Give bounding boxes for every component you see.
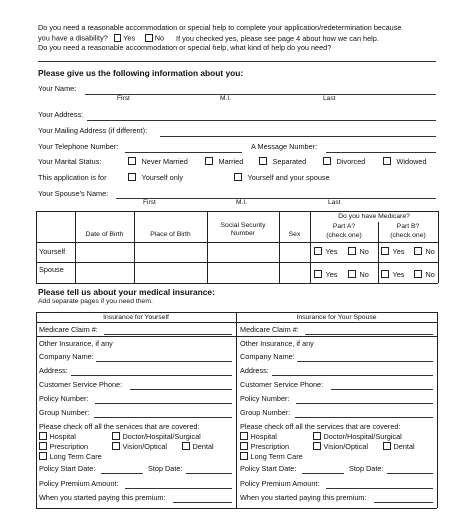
self-policy-start-field[interactable] [101,473,143,474]
self-dental-label: Dental [192,441,214,451]
divorced-label: Divorced [336,156,366,166]
yourself-part-a-no[interactable] [348,247,369,255]
self-stop-date-label: Stop Date: [148,464,183,473]
disability-question-label: you have a disability? [38,33,108,43]
spouse-service-doctor[interactable] [313,432,402,440]
spouse-policy-number-label: Policy Number: [240,394,290,403]
self-vision-checkbox[interactable] [112,442,120,450]
spouse-long-term-care-label: Long Term Care [250,451,303,461]
part-a-check-one: (check one) [326,232,362,239]
yourself-part-b-yes-label: Yes [392,246,405,256]
spouse-part-a-yes[interactable] [314,270,337,278]
marital-separated[interactable] [259,157,306,165]
self-service-hospital[interactable] [39,432,76,440]
your-name-field[interactable] [85,94,436,95]
spouse-part-b-yes-label: Yes [392,269,405,279]
last-name-caption: Last [323,95,336,102]
self-started-paying-label: When you started paying this premium: [39,493,166,502]
spouse-service-vision[interactable] [313,442,368,450]
spouse-stop-date-label: Stop Date: [349,464,384,473]
spouse-group-number-field[interactable] [295,417,433,418]
self-check-services-label: Please check off all the services that are covered: [39,422,200,431]
medicare-header: Do you have Medicare? [338,213,410,220]
self-prescription-checkbox[interactable] [39,442,47,450]
self-premium-amount-label: Policy Premium Amount: [39,479,119,488]
spouse-doctor-checkbox[interactable] [313,432,321,440]
self-customer-service-field[interactable] [130,389,232,390]
separated-label: Separated [272,156,307,166]
yourself-part-b-yes-checkbox[interactable] [381,247,389,255]
spouse-prescription-label: Prescription [250,441,290,451]
spouse-first-caption: First [143,199,156,206]
spouse-part-a-no[interactable] [348,270,369,278]
spouse-long-term-care-checkbox[interactable] [240,452,248,460]
self-company-name-label: Company Name: [39,352,94,361]
self-policy-number-label: Policy Number: [39,394,89,403]
help-question: Do you need a reasonable accommodation or special help, what kind of help do you need? [38,43,332,52]
self-group-number-label: Group Number: [39,408,90,417]
middle-initial-caption: M.I. [220,95,231,102]
yourself-part-a-no-label: No [359,246,369,256]
help-answer-line[interactable] [38,61,436,62]
self-medicare-claim-field[interactable] [104,334,232,335]
spouse-mi-caption: M.I. [236,199,247,206]
section-about-you-title: Please give us the following information about you: [38,68,244,78]
yourself-part-a-yes[interactable] [314,247,337,255]
spouse-prescription-checkbox[interactable] [240,442,248,450]
marital-never-married[interactable] [128,157,188,165]
spouse-premium-amount-field[interactable] [326,488,433,489]
application-yourself-only[interactable] [128,173,183,181]
your-address-label: Your Address: [38,110,84,119]
spouse-service-long-term-care[interactable] [240,452,303,460]
self-premium-amount-field[interactable] [125,488,232,489]
sex-header: Sex [288,231,301,238]
widowed-label: Widowed [396,156,427,166]
self-customer-service-label: Customer Service Phone: [39,380,123,389]
spouse-last-caption: Last [328,199,341,206]
self-service-vision[interactable] [112,442,167,450]
yourself-part-b-yes[interactable] [381,247,404,255]
self-address-field[interactable] [71,375,232,376]
spouse-medicare-claim-label: Medicare Claim #: [240,325,299,334]
spouse-stop-date-field[interactable] [387,473,433,474]
self-other-insurance-label: Other Insurance, if any [39,339,113,348]
spouse-name-label: Your Spouse’s Name: [38,189,109,198]
spouse-part-a-no-checkbox[interactable] [348,270,356,278]
spouse-part-a-no-label: No [359,269,369,279]
self-address-label: Address: [39,366,68,375]
part-b-header: Part B? [396,223,420,230]
spouse-part-b-no-label: No [425,269,435,279]
marital-divorced[interactable] [323,157,365,165]
spouse-name-field[interactable] [116,198,436,199]
marital-status-label: Your Marital Status: [38,157,102,166]
yourself-part-b-no[interactable] [414,247,435,255]
self-doctor-checkbox[interactable] [112,432,120,440]
insurance-spouse-header: Insurance for Your Spouse [296,314,377,321]
spouse-policy-number-field[interactable] [296,403,433,404]
divorced-checkbox[interactable] [323,157,331,165]
message-number-label: A Message Number: [251,142,318,151]
your-name-label: Your Name: [38,84,77,93]
self-policy-number-field[interactable] [95,403,232,404]
spouse-hospital-label: Hospital [250,431,277,441]
spouse-policy-start-field[interactable] [302,473,344,474]
never-married-label: Never Married [141,156,188,166]
self-hospital-checkbox[interactable] [39,432,47,440]
self-service-dental[interactable] [182,442,214,450]
spouse-company-name-label: Company Name: [240,352,295,361]
separated-checkbox[interactable] [259,157,267,165]
self-service-prescription[interactable] [39,442,88,450]
spouse-part-b-no-checkbox[interactable] [414,270,422,278]
self-dental-checkbox[interactable] [182,442,190,450]
spouse-customer-service-label: Customer Service Phone: [240,380,324,389]
spouse-dental-checkbox[interactable] [383,442,391,450]
dob-header: Date of Birth [85,231,124,238]
self-company-name-field[interactable] [96,361,232,362]
yourself-part-b-no-label: No [425,246,435,256]
spouse-address-field[interactable] [272,375,433,376]
self-started-paying-field[interactable] [173,502,232,503]
self-policy-start-label: Policy Start Date: [39,464,96,473]
ssn-header: Social Security Number [220,222,266,237]
spouse-other-insurance-label: Other Insurance, if any [240,339,314,348]
spouse-group-number-label: Group Number: [240,408,291,417]
spouse-part-a-yes-label: Yes [325,269,338,279]
spouse-started-paying-field[interactable] [374,502,433,503]
disability-no-label: No [154,33,165,43]
self-long-term-care-checkbox[interactable] [39,452,47,460]
yourself-part-b-no-checkbox[interactable] [414,247,422,255]
self-prescription-label: Prescription [49,441,89,451]
row-yourself-label: Yourself [39,247,66,256]
application-for-label: This application is for [38,173,107,182]
self-medicare-claim-label: Medicare Claim #: [39,325,98,334]
spouse-part-a-yes-checkbox[interactable] [314,270,322,278]
spouse-hospital-checkbox[interactable] [240,432,248,440]
spouse-service-hospital[interactable] [240,432,277,440]
spouse-vision-label: Vision/Optical [323,441,369,451]
spouse-company-name-field[interactable] [297,361,433,362]
insurance-yourself-header: Insurance for Yourself [103,314,169,321]
mailing-address-field[interactable] [160,136,436,137]
yourself-part-a-no-checkbox[interactable] [348,247,356,255]
self-stop-date-field[interactable] [186,473,232,474]
spouse-vision-checkbox[interactable] [313,442,321,450]
self-doctor-label: Doctor/Hospital/Surgical [122,431,201,441]
spouse-service-dental[interactable] [383,442,415,450]
part-a-header: Part A? [332,223,356,230]
yourself-only-checkbox[interactable] [128,173,136,181]
spouse-customer-service-field[interactable] [331,389,433,390]
spouse-doctor-label: Doctor/Hospital/Surgical [323,431,402,441]
yourself-and-spouse-label: Yourself and your spouse [247,172,330,182]
yourself-only-label: Yourself only [141,172,184,182]
message-number-field[interactable] [326,152,436,153]
mailing-address-label: Your Mailing Address (if different): [38,126,148,135]
self-service-doctor[interactable] [112,432,201,440]
first-name-caption: First [117,95,130,102]
married-checkbox[interactable] [205,157,213,165]
yourself-and-spouse-checkbox[interactable] [234,173,242,181]
never-married-checkbox[interactable] [128,157,136,165]
spouse-started-paying-label: When you started paying this premium: [240,493,367,502]
spouse-service-prescription[interactable] [240,442,289,450]
spouse-policy-start-label: Policy Start Date: [240,464,297,473]
yourself-part-a-yes-label: Yes [325,246,338,256]
spouse-part-b-no[interactable] [414,270,435,278]
spouse-part-b-yes-checkbox[interactable] [381,270,389,278]
section-medical-insurance-subtitle: Add separate pages if you need them. [38,298,153,305]
self-vision-label: Vision/Optical [122,441,168,451]
accommodation-question: Do you need a reasonable accommodation or special help to complete your application/redetermination because [38,23,402,32]
spouse-medicare-claim-field[interactable] [305,334,433,335]
marital-married[interactable] [205,157,243,165]
section-medical-insurance-title: Please tell us about your medical insurance: [38,287,215,297]
spouse-dental-label: Dental [393,441,415,451]
spouse-address-label: Address: [240,366,269,375]
telephone-field[interactable] [125,152,242,153]
married-label: Married [218,156,244,166]
widowed-checkbox[interactable] [383,157,391,165]
self-hospital-label: Hospital [49,431,76,441]
self-long-term-care-label: Long Term Care [49,451,102,461]
application-yourself-and-spouse[interactable] [234,173,330,181]
disability-yes-label: Yes [123,33,136,43]
spouse-check-services-label: Please check off all the services that are covered: [240,422,401,431]
spouse-premium-amount-label: Policy Premium Amount: [240,479,320,488]
spouse-part-b-yes[interactable] [381,270,404,278]
marital-widowed[interactable] [383,157,427,165]
disability-yes-checkbox[interactable] [114,34,122,42]
disability-no-checkbox[interactable] [145,34,153,42]
pob-header: Place of Birth [150,231,191,238]
disability-note: If you checked yes, please see page 4 about how we can help. [176,33,379,43]
row-spouse-label: Spouse [39,265,64,274]
self-service-long-term-care[interactable] [39,452,102,460]
telephone-label: Your Telephone Number: [38,142,119,151]
self-group-number-field[interactable] [94,417,232,418]
disability-question [38,34,379,42]
your-address-field[interactable] [87,120,436,121]
yourself-part-a-yes-checkbox[interactable] [314,247,322,255]
part-b-check-one: (check one) [390,232,426,239]
